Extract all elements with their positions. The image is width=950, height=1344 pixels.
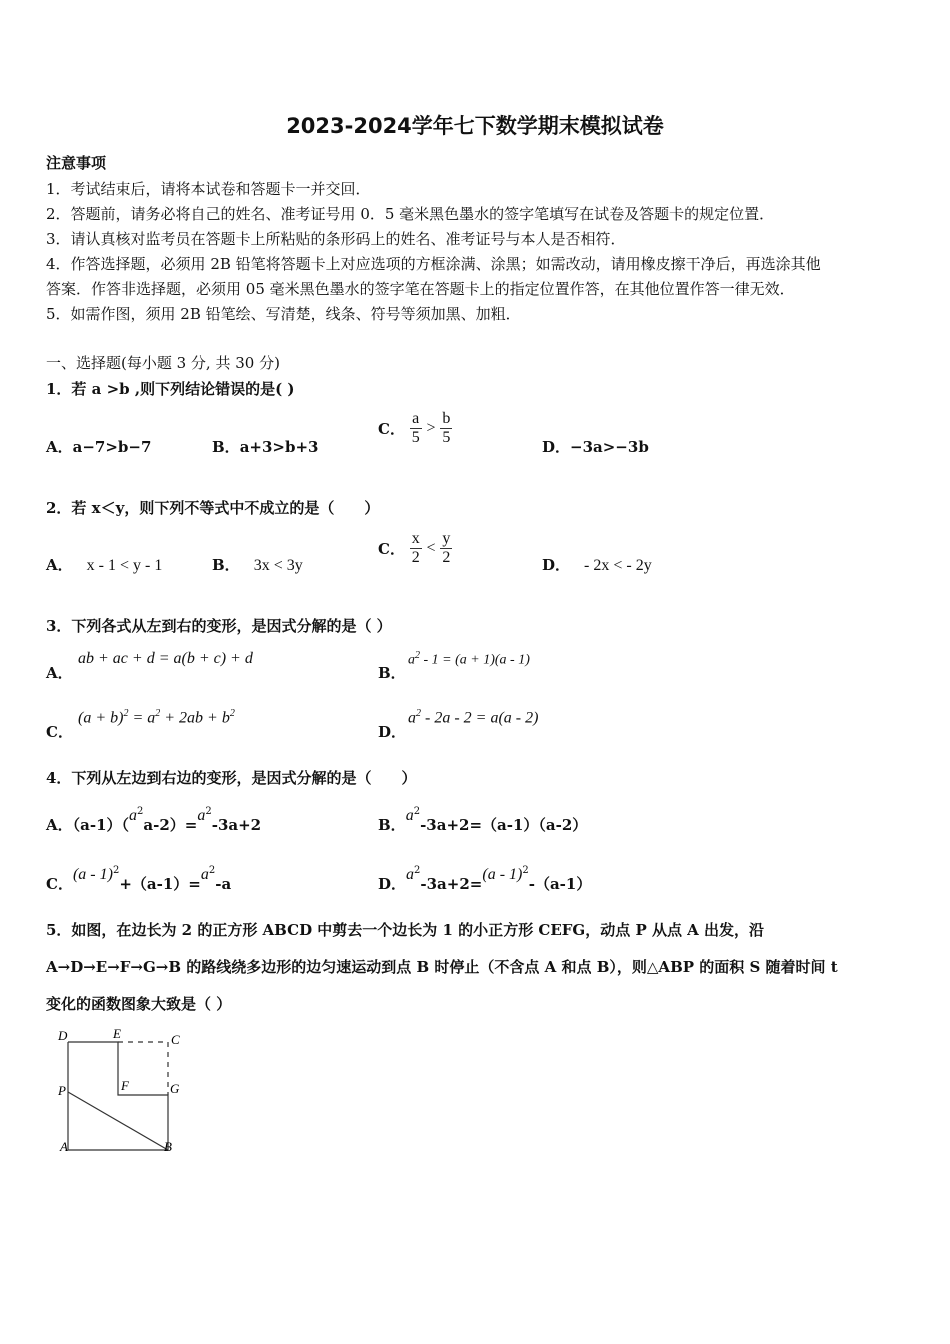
q2-stem: 2．若 x＜y，则下列不等式中不成立的是（ ） xyxy=(46,499,380,517)
square-figure xyxy=(55,1025,195,1160)
q1-option-a: A．a−7>b−7 xyxy=(46,438,152,456)
segment-pb xyxy=(68,1092,168,1150)
q5-stem-line-2: A→D→E→F→G→B 的路线绕多边形的边匀速运动到点 B 时停止（不含点 A 和点 B），则△ABP 的面积 S 随着时间 t xyxy=(46,958,838,976)
q3-option-b: $a^2 - 1 = (a + 1)(a - 1)$ xyxy=(408,650,530,668)
q5-stem-line-1: 5．如图，在边长为 2 的正方形 ABCD 中剪去一个边长为 1 的小正方形 CEFG，动点 P 从点 A 出发，沿 xyxy=(46,921,765,939)
q3-option-d: $a^2 - 2a - 2 = a(a - 2)$ xyxy=(408,708,539,727)
label-p: P xyxy=(58,1083,66,1098)
q4-option-c: C．$(a - 1)^2+(a-1)=a^2-a$ xyxy=(46,865,232,893)
q2-option-a: A． x - 1 < y - 1 xyxy=(46,556,163,574)
label-b: B xyxy=(164,1139,172,1154)
q5-stem-line-3: 变化的函数图象大致是（ ） xyxy=(46,995,232,1013)
q3-option-a-label: A． xyxy=(46,664,73,682)
fraction: $\frac{y}{2}$ xyxy=(442,530,451,566)
notice-item-2: 2．答题前，请务必将自己的姓名、准考证号用 0．5 毫米黑色墨水的签字笔填写在试卷及答题卡的规定位置． xyxy=(46,205,775,223)
q3-option-c-label: C． xyxy=(46,723,73,741)
fraction: $\frac{a}{5}$ xyxy=(411,410,420,446)
label-a: A xyxy=(60,1139,68,1154)
q3-option-b-label: B． xyxy=(378,664,406,682)
section-heading: 一、选择题(每小题 3 分, 共 30 分) xyxy=(46,354,280,372)
label-g: G xyxy=(170,1081,180,1096)
label-c: C xyxy=(171,1032,180,1047)
q4-stem: 4．下列从左边到右边的变形，是因式分解的是（ ） xyxy=(46,769,417,787)
notice-heading: 注意事项 xyxy=(46,154,107,172)
q4-option-a: A．$(a-1)(a^2a-2)=a^2-3a+2$ xyxy=(46,806,262,834)
q3-option-d-label: D． xyxy=(378,723,407,741)
q2-option-b: B． 3x < 3y xyxy=(212,556,303,574)
polygon-outline xyxy=(68,1042,168,1150)
page-title: 2023-2024学年七下数学期末模拟试卷 xyxy=(286,114,664,138)
q2-option-d: D． - 2x < - 2y xyxy=(542,556,652,574)
q1-option-b: B．a+3>b+3 xyxy=(212,438,319,456)
notice-item-4: 4．作答选择题，必须用 2B 铅笔将答题卡上对应选项的方框涂满、涂黑；如需改动，请用橡皮擦干净后，再选涂其他 xyxy=(46,255,821,273)
q3-option-a: ab + ac + d = a(b + c) + d xyxy=(78,650,253,667)
notice-item-4-cont: 答案．作答非选择题，必须用 05 毫米黑色墨水的签字笔在答题卡上的指定位置作答，在其他位置作答一律无效． xyxy=(46,280,795,298)
notice-item-3: 3．请认真核对监考员在答题卡上所粘贴的条形码上的姓名、准考证号与本人是否相符． xyxy=(46,230,626,248)
fraction: $\frac{b}{5}$ xyxy=(442,410,451,446)
q4-option-d: D．$a^2-3a+2=(a - 1)^2-(a-1)$ xyxy=(378,865,592,893)
q1-stem: 1．若 a >b ,则下列结论错误的是( ) xyxy=(46,380,295,398)
q1-option-d: D．−3a>−3b xyxy=(542,438,649,456)
fraction: $\frac{x}{2}$ xyxy=(411,530,420,566)
label-d: D xyxy=(58,1028,68,1043)
notice-item-5: 5．如需作图，须用 2B 铅笔绘、写清楚，线条、符号等须加黑、加粗． xyxy=(46,305,521,323)
notice-item-1: 1．考试结束后，请将本试卷和答题卡一并交回． xyxy=(46,180,371,198)
q1-option-c: C． $\frac{a}{5}$ > $\frac{b}{5}$ xyxy=(378,410,451,446)
label-f: F xyxy=(121,1078,129,1093)
q2-option-c: C． $\frac{x}{2}$ < $\frac{y}{2}$ xyxy=(378,530,451,566)
q3-stem: 3．下列各式从左到右的变形，是因式分解的是（ ） xyxy=(46,617,392,635)
q3-option-c: $(a + b)^2 = a^2 + 2ab + b^2$ xyxy=(78,708,235,727)
q4-option-b: B．$a^2-3a+2=(a-1)(a-2)$ xyxy=(378,806,588,834)
label-e: E xyxy=(113,1026,121,1041)
